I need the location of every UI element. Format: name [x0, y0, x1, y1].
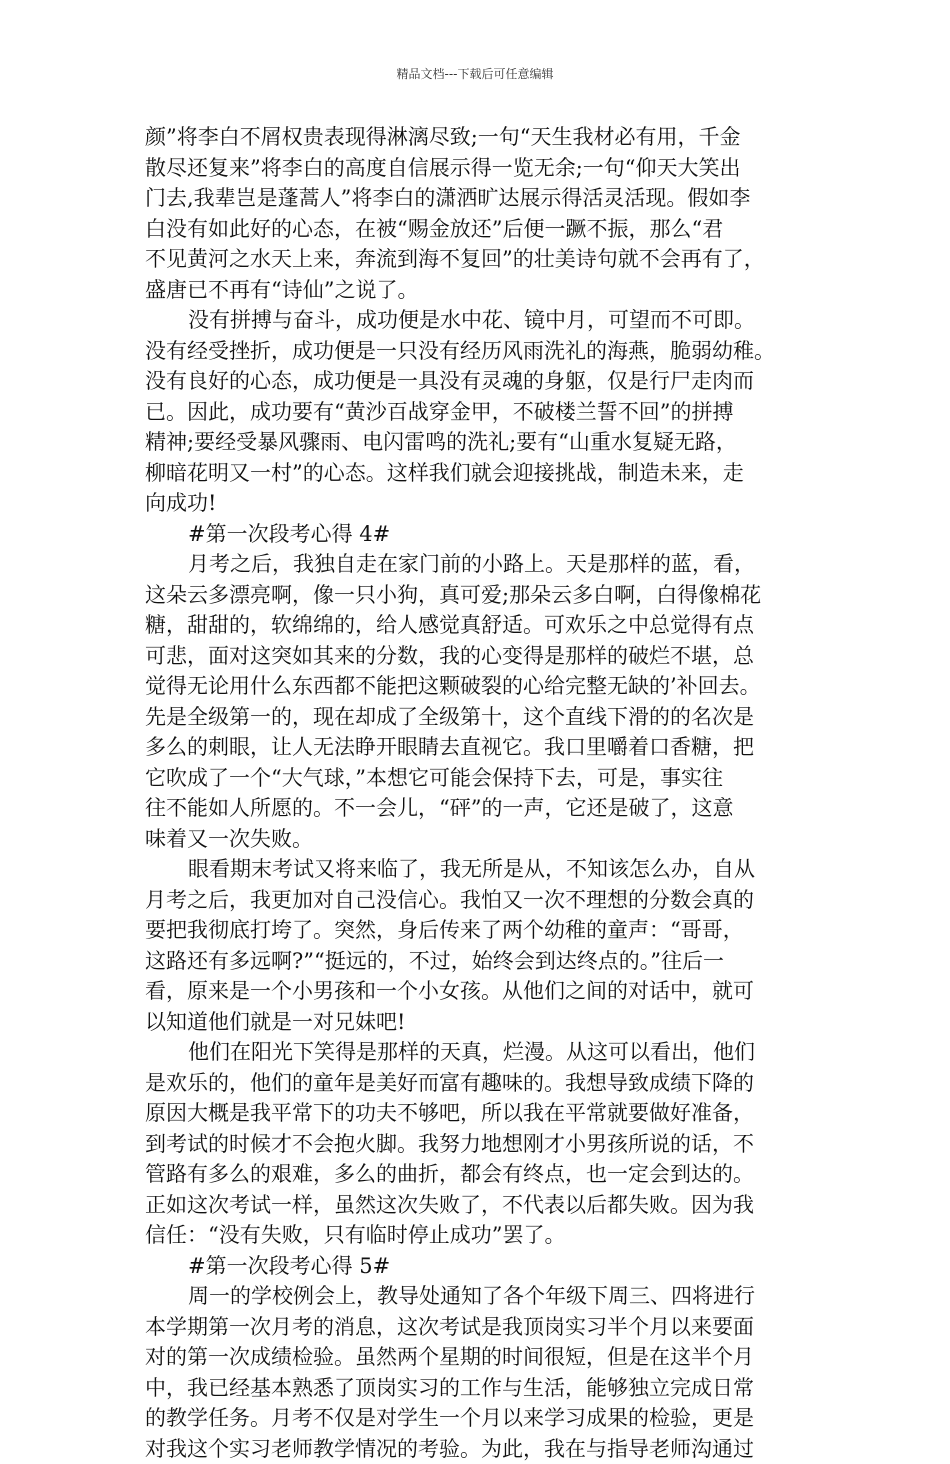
text-line: 没有拼搏与奋斗，成功便是水中花、镜中月，可望而不可即。: [145, 305, 809, 336]
text-line: 没有经受挫折，成功便是一只没有经历风雨洗礼的海燕，脆弱幼稚。: [145, 336, 809, 367]
text-line: 周一的学校例会上，教导处通知了各个年级下周三、四将进行: [145, 1281, 809, 1312]
text-line: 眼看期末考试又将来临了，我无所是从，不知该怎么办，自从: [145, 854, 809, 885]
text-line: 散尽还复来”将李白的高度自信展示得一览无余;一句“仰天大笑出: [145, 153, 809, 184]
text-line: 正如这次考试一样，虽然这次失败了，不代表以后都失败。因为我: [145, 1190, 809, 1221]
text-line: 可悲，面对这突如其来的分数，我的心变得是那样的破烂不堪，总: [145, 641, 809, 672]
text-line: 他们在阳光下笑得是那样的天真，烂漫。从这可以看出，他们: [145, 1037, 809, 1068]
text-line: 中，我已经基本熟悉了顶岗实习的工作与生活，能够独立完成日常: [145, 1373, 809, 1404]
text-line: 月考之后，我独自走在家门前的小路上。天是那样的蓝，看，: [145, 549, 809, 580]
text-line: 它吹成了一个“大气球，”本想它可能会保持下去，可是，事实往: [145, 763, 809, 794]
text-line: 信任：“没有失败，只有临时停止成功”罢了。: [145, 1220, 809, 1251]
text-line: 不见黄河之水天上来，奔流到海不复回”的壮美诗句就不会再有了，: [145, 244, 809, 275]
text-line: 到考试的时候才不会抱火脚。我努力地想刚才小男孩所说的话，不: [145, 1129, 809, 1160]
text-line: 味着又一次失败。: [145, 824, 809, 855]
text-line: 已。因此，成功要有“黄沙百战穿金甲，不破楼兰誓不回”的拼搏: [145, 397, 809, 428]
text-line: 没有良好的心态，成功便是一具没有灵魂的身躯，仅是行尸走肉而: [145, 366, 809, 397]
text-line: 的教学任务。月考不仅是对学生一个月以来学习成果的检验，更是: [145, 1403, 809, 1434]
text-line: 精神;要经受暴风骤雨、电闪雷鸣的洗礼;要有“山重水复疑无路，: [145, 427, 809, 458]
text-line: 糖，甜甜的，软绵绵的，给人感觉真舒适。可欢乐之中总觉得有点: [145, 610, 809, 641]
text-line: 往不能如人所愿的。不一会儿，“砰”的一声，它还是破了，这意: [145, 793, 809, 824]
text-line: 对我这个实习老师教学情况的考验。为此，我在与指导老师沟通过: [145, 1434, 809, 1464]
text-line: #第一次段考心得 4#: [145, 519, 809, 550]
text-line: 柳暗花明又一村”的心态。这样我们就会迎接挑战，制造未来，走: [145, 458, 809, 489]
text-line: 盛唐已不再有“诗仙”之说了。: [145, 275, 809, 306]
text-line: 这朵云多漂亮啊，像一只小狗，真可爱;那朵云多白啊，白得像棉花: [145, 580, 809, 611]
text-line: 对的第一次成绩检验。虽然两个星期的时间很短，但是在这半个月: [145, 1342, 809, 1373]
text-line: 管路有多么的艰难，多么的曲折，都会有终点，也一定会到达的。: [145, 1159, 809, 1190]
text-line: 看，原来是一个小男孩和一个小女孩。从他们之间的对话中，就可: [145, 976, 809, 1007]
text-line: 先是全级第一的，现在却成了全级第十，这个直线下滑的的名次是: [145, 702, 809, 733]
text-line: 原因大概是我平常下的功夫不够吧，所以我在平常就要做好准备，: [145, 1098, 809, 1129]
text-line: 多么的刺眼，让人无法睁开眼睛去直视它。我口里嚼着口香糖，把: [145, 732, 809, 763]
text-line: 颜”将李白不屑权贵表现得淋漓尽致;一句“天生我材必有用，千金: [145, 122, 809, 153]
text-line: #第一次段考心得 5#: [145, 1251, 809, 1282]
text-line: 月考之后，我更加对自己没信心。我怕又一次不理想的分数会真的: [145, 885, 809, 916]
text-line: 本学期第一次月考的消息，这次考试是我顶岗实习半个月以来要面: [145, 1312, 809, 1343]
text-line: 要把我彻底打垮了。突然，身后传来了两个幼稚的童声：“哥哥，: [145, 915, 809, 946]
text-line: 白没有如此好的心态，在被“赐金放还”后便一蹶不振，那么“君: [145, 214, 809, 245]
text-line: 这路还有多远啊?”“挺远的，不过，始终会到达终点的。”往后一: [145, 946, 809, 977]
text-line: 门去,我辈岂是蓬蒿人”将李白的潇洒旷达展示得活灵活现。假如李: [145, 183, 809, 214]
text-line: 觉得无论用什么东西都不能把这颗破裂的心给完整无缺的’补回去。: [145, 671, 809, 702]
document-body: [145, 122, 809, 1464]
text-line: 以知道他们就是一对兄妹吧!: [145, 1007, 809, 1038]
text-line: 是欢乐的，他们的童年是美好而富有趣味的。我想导致成绩下降的: [145, 1068, 809, 1099]
page-header: 精品文档---下载后可任意编辑: [0, 66, 950, 82]
text-line: 向成功!: [145, 488, 809, 519]
